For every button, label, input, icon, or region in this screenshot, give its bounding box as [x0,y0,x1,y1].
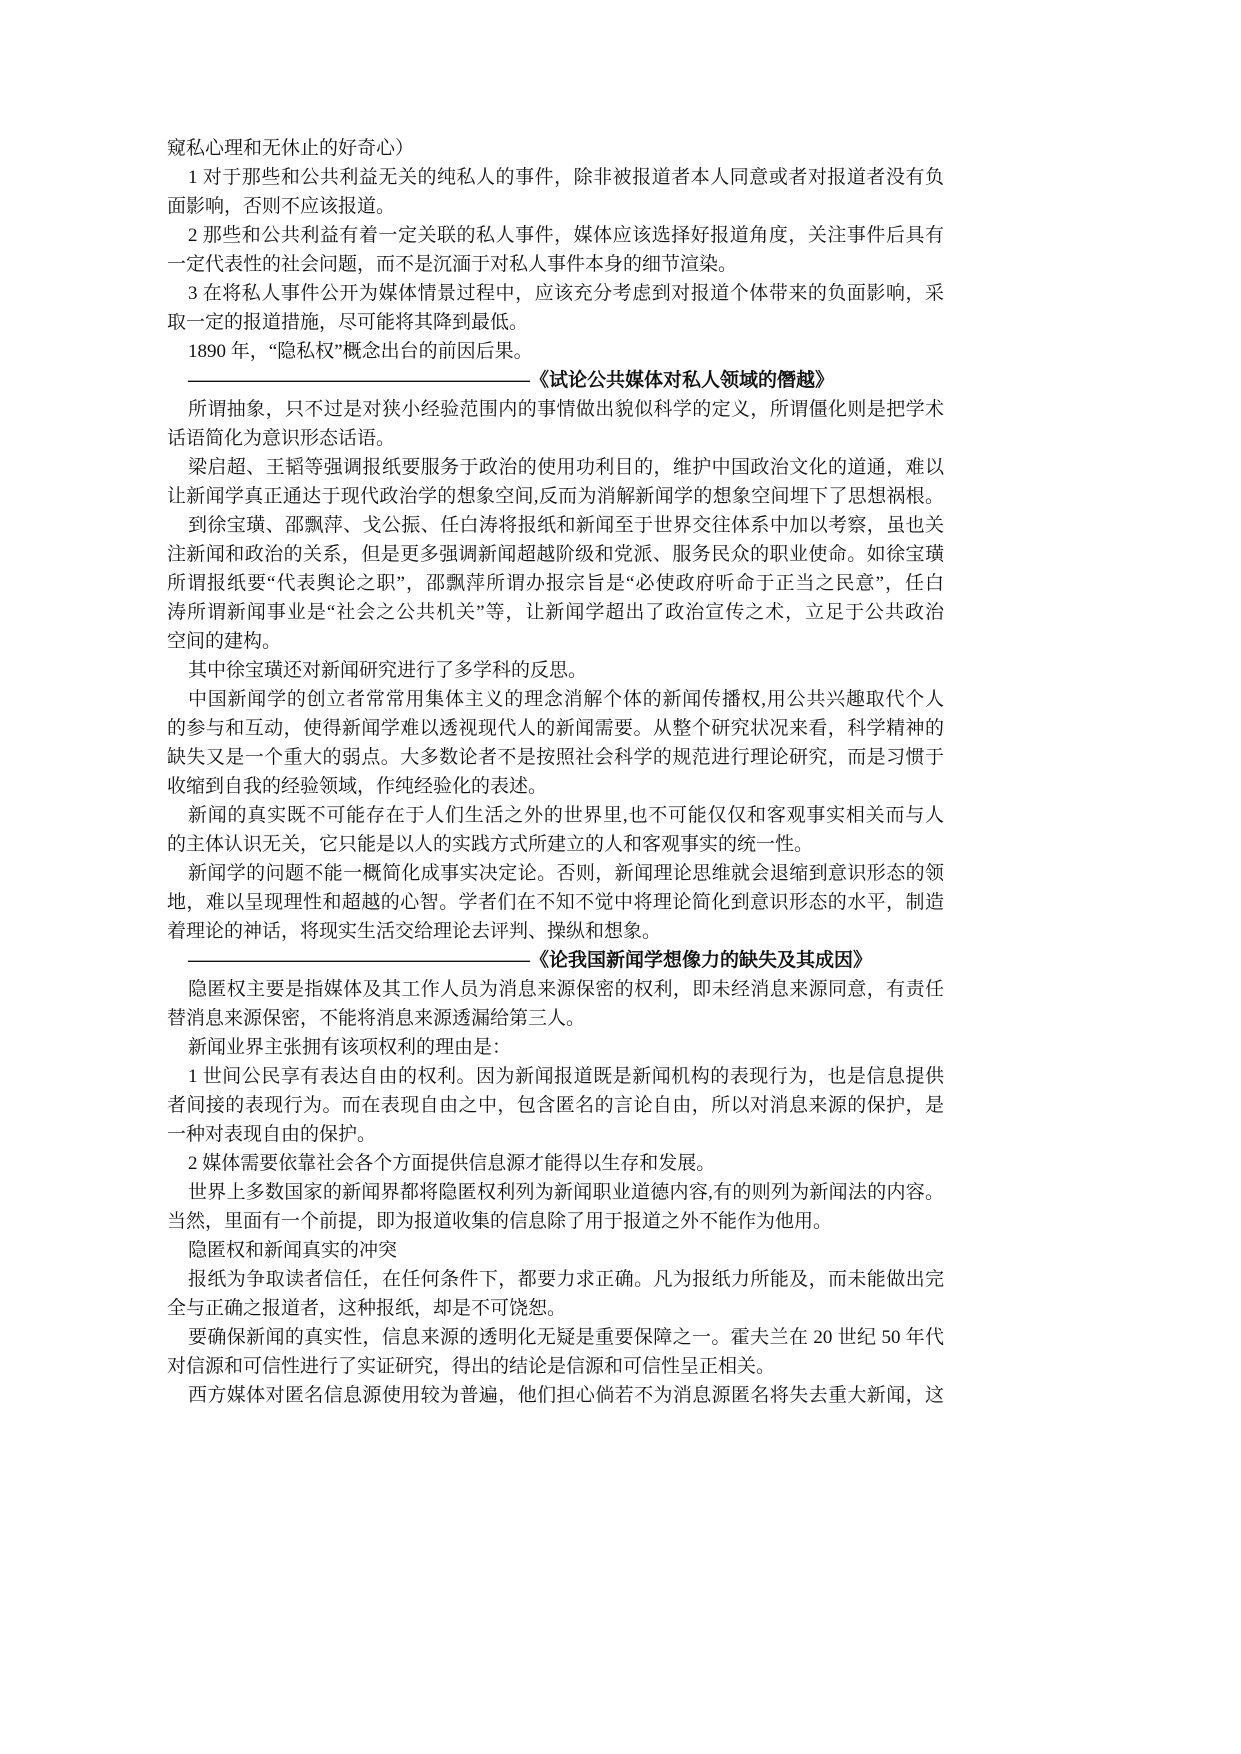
paragraph [167,221,944,279]
paragraph [167,656,944,685]
source-citation-line: ——————————————————《论我国新闻学想像力的缺失及其成因》 [188,950,873,971]
text-line: 1890 年，“隐私权”概念出台的前因后果。 [188,341,533,362]
text-line: 涛所谓新闻事业是“社会之公共机关”等，让新闻学超出了政治宣传之术，立足于公共政治 [167,602,944,623]
text-line: 缺失又是一个重大的弱点。大多数论者不是按照社会科学的规范进行理论研究，而是习惯于 [167,747,944,768]
section-heading [167,1236,944,1265]
text-line: 全与正确之报道者，这种报纸，却是不可饶恕。 [167,1298,567,1319]
text-line: 面影响，否则不应该报道。 [167,196,396,217]
text-line: 2 那些和公共利益有着一定关联的私人事件，媒体应该选择好报道角度，关注事件后具有 [188,225,944,246]
text-line: 替消息来源保密，不能将消息来源透漏给第三人。 [167,1008,586,1029]
text-line: 西方媒体对匿名信息源使用较为普遍，他们担心倘若不为消息源匿名将失去重大新闻，这 [188,1385,944,1406]
paragraph [167,163,944,221]
paragraph [167,134,944,163]
source-citation [167,946,944,975]
paragraph [167,685,944,801]
text-line: 新闻业界主张拥有该项权利的理由是： [188,1037,512,1058]
text-line: 空间的建构。 [167,631,282,652]
text-line: 一种对表现自由的保护。 [167,1124,377,1145]
paragraph [167,1323,944,1381]
text-line: 1 对于那些和公共利益无关的纯私人的事件，除非被报道者本人同意或者对报道者没有负 [188,167,944,188]
text-line: 注新闻和政治的关系，但是更多强调新闻超越阶级和党派、服务民众的职业使命。如徐宝璜 [167,544,944,565]
paragraph [167,1033,944,1062]
text-line: 新闻学的问题不能一概简化成事实决定论。否则，新闻理论思维就会退缩到意识形态的领 [188,863,944,884]
paragraph [167,1381,944,1410]
text-line: 着理论的神话，将现实生活交给理论去评判、操纵和想象。 [167,921,662,942]
text-line: 隐匿权和新闻真实的冲突 [188,1240,398,1261]
text-line: 话语简化为意识形态话语。 [167,428,396,449]
text-line: 收缩到自我的经验领域，作纯经验化的表述。 [167,776,548,797]
text-line: 取一定的报道措施，尽可能将其降到最低。 [167,312,529,333]
paragraph [167,1062,944,1149]
text-line: 要确保新闻的真实性，信息来源的透明化无疑是重要保障之一。霍夫兰在 20 世纪 50 年代 [188,1327,944,1348]
paragraph [167,975,944,1033]
text-line: 让新闻学真正通达于现代政治学的想象空间,反而为消解新闻学的想象空间埋下了思想祸根。 [167,486,944,507]
paragraph [167,337,944,366]
paragraph [167,453,944,511]
text-line: 报纸为争取读者信任，在任何条件下，都要力求正确。凡为报纸力所能及，而未能做出完 [188,1269,944,1290]
text-line: 当然，里面有一个前提，即为报道收集的信息除了用于报道之外不能作为他用。 [167,1211,833,1232]
text-line: 的参与和互动，使得新闻学难以透视现代人的新闻需要。从整个研究状况来看，科学精神的 [167,718,944,739]
text-line: 对信源和可信性进行了实证研究，得出的结论是信源和可信性呈正相关。 [167,1356,776,1377]
text-line: 梁启超、王韬等强调报纸要服务于政治的使用功利目的，维护中国政治文化的道通，难以 [188,457,944,478]
text-line: 其中徐宝璜还对新闻研究进行了多学科的反思。 [188,660,588,681]
text-line: 所谓报纸要“代表舆论之职”，邵飘萍所谓办报宗旨是“必使政府听命于正当之民意”，任白 [167,573,944,594]
source-citation [167,366,944,395]
paragraph [167,801,944,859]
text-line: 窥私心理和无休止的好奇心） [167,138,415,159]
text-line: 3 在将私人事件公开为媒体情景过程中，应该充分考虑到对报道个体带来的负面影响，采 [188,283,944,304]
text-line: 隐匿权主要是指媒体及其工作人员为消息来源保密的权利，即未经消息来源同意，有责任 [188,979,944,1000]
text-line: 所谓抽象，只不过是对狭小经验范围内的事情做出貌似科学的定义，所谓僵化则是把学术 [188,399,944,420]
document-body [167,134,944,1410]
paragraph [167,859,944,946]
paragraph [167,1149,944,1178]
text-line: 者间接的表现行为。而在表现自由之中，包含匿名的言论自由，所以对消息来源的保护，是 [167,1095,944,1116]
text-line: 新闻的真实既不可能存在于人们生活之外的世界里,也不可能仅仅和客观事实相关而与人 [188,805,944,826]
text-line: 的主体认识无关，它只能是以人的实践方式所建立的人和客观事实的统一性。 [167,834,814,855]
paragraph [167,395,944,453]
paragraph [167,1265,944,1323]
paragraph [167,279,944,337]
paragraph [167,1178,944,1236]
text-line: 地，难以呈现理性和超越的心智。学者们在不知不觉中将理论简化到意识形态的水平，制造 [167,892,944,913]
text-line: 2 媒体需要依靠社会各个方面提供信息源才能得以生存和发展。 [188,1153,716,1174]
text-line: 一定代表性的社会问题，而不是沉湎于对私人事件本身的细节渲染。 [167,254,738,275]
paragraph [167,511,944,656]
text-line: 世界上多数国家的新闻界都将隐匿权利列为新闻职业道德内容,有的则列为新闻法的内容。 [188,1182,944,1203]
text-line: 中国新闻学的创立者常常用集体主义的理念消解个体的新闻传播权,用公共兴趣取代个人 [188,689,944,710]
source-citation-line: ——————————————————《试论公共媒体对私人领域的僭越》 [188,370,835,391]
text-line: 1 世间公民享有表达自由的权利。因为新闻报道既是新闻机构的表现行为，也是信息提供 [188,1066,944,1087]
text-line: 到徐宝璜、邵飘萍、戈公振、任白涛将报纸和新闻至于世界交往体系中加以考察，虽也关 [188,515,944,536]
